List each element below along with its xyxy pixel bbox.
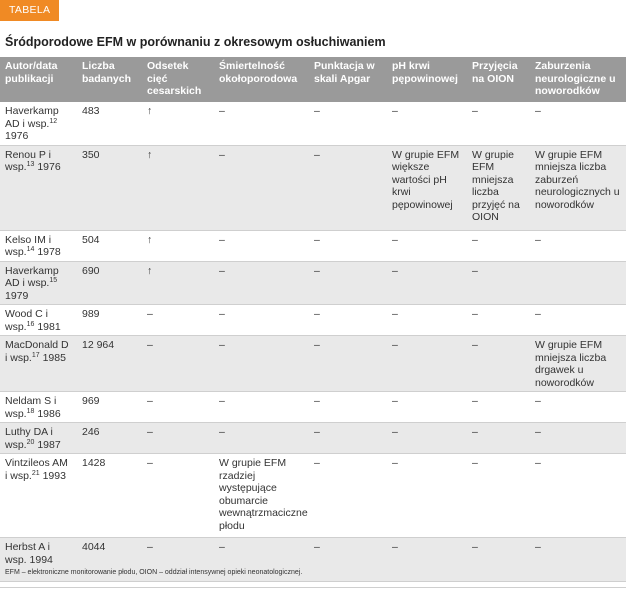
mortality-cell: – <box>214 145 309 230</box>
ph-cell: – <box>387 261 467 305</box>
author-name: Renou P i wsp. <box>5 148 51 173</box>
ph-cell: – <box>387 230 467 261</box>
mortality-cell: – <box>214 230 309 261</box>
publication-year: 1981 <box>37 320 61 333</box>
mortality-cell: – <box>214 336 309 392</box>
count-cell: 989 <box>77 305 142 336</box>
count-cell: 4044 <box>77 538 142 582</box>
count-cell: 12 964 <box>77 336 142 392</box>
author-cell <box>0 145 77 230</box>
reference-number: 14 <box>26 246 35 253</box>
header-count: Liczba badanych <box>77 57 142 102</box>
mortality-cell: – <box>214 423 309 454</box>
count-cell: 504 <box>77 230 142 261</box>
author-name: Vintzileos AM i wsp. <box>5 457 68 482</box>
publication-year: 1976 <box>37 161 61 173</box>
neuro-cell: W grupie EFM mniejsza liczba drgawek u noworodków <box>530 336 626 392</box>
nicu-cell: – <box>467 102 530 145</box>
author-cell <box>0 392 77 423</box>
mortality-cell: – <box>214 102 309 145</box>
author-name: Haverkamp AD i wsp. <box>5 105 59 130</box>
ph-cell: – <box>387 305 467 336</box>
count-cell: 483 <box>77 102 142 145</box>
author-name: MacDonald D i wsp. <box>5 339 69 364</box>
neuro-cell: – <box>530 305 626 336</box>
comparison-table <box>0 57 626 582</box>
cesarean-cell: – <box>142 538 214 582</box>
reference-number: 18 <box>26 407 35 415</box>
count-cell: 969 <box>77 392 142 423</box>
table-row <box>0 230 626 261</box>
neuro-cell: – <box>530 392 626 423</box>
author-cell <box>0 102 77 145</box>
header-mortality: Śmiertelność okołoporodowa <box>214 57 309 102</box>
cesarean-cell: – <box>142 392 214 423</box>
ph-cell: – <box>387 454 467 538</box>
table-footnote: EFM – elektroniczne monitorowanie płodu, OION – oddział intensywnej opieki neonatologicznej. <box>5 569 303 576</box>
publication-year: 1987 <box>37 438 61 451</box>
nicu-cell: – <box>467 305 530 336</box>
mortality-cell: – <box>214 392 309 423</box>
apgar-cell: – <box>309 230 387 261</box>
table-title: Śródporodowe EFM w porównaniu z okresowym osłuchiwaniem <box>5 35 386 49</box>
footer-divider <box>0 587 626 588</box>
publication-year: 1994 <box>29 553 53 566</box>
mortality-cell: – <box>214 538 309 582</box>
apgar-cell: – <box>309 423 387 454</box>
nicu-cell: W grupie EFM mniejsza liczba przyjęć na OION <box>467 145 530 230</box>
apgar-cell: – <box>309 102 387 145</box>
cesarean-cell: ↑ <box>142 261 214 305</box>
table-row <box>0 454 626 538</box>
author-cell <box>0 305 77 336</box>
neuro-cell: – <box>530 230 626 261</box>
author-cell <box>0 454 77 538</box>
table-row <box>0 305 626 336</box>
reference-number: 15 <box>49 277 58 284</box>
apgar-cell: – <box>309 336 387 392</box>
ph-cell: W grupie EFM większe wartości pH krwi pępowinowej <box>387 145 467 230</box>
count-cell: 690 <box>77 261 142 305</box>
reference-number: 12 <box>49 117 58 125</box>
apgar-cell: – <box>309 145 387 230</box>
reference-number: 17 <box>31 351 40 359</box>
author-cell <box>0 230 77 261</box>
neuro-cell <box>530 261 626 305</box>
reference-number: 21 <box>31 469 40 477</box>
cesarean-cell: ↑ <box>142 102 214 145</box>
header-author: Autor/data publikacji <box>0 57 77 102</box>
count-cell: 246 <box>77 423 142 454</box>
header-neuro: Zaburzenia neurologiczne u noworodków <box>530 57 626 102</box>
ph-cell: – <box>387 336 467 392</box>
neuro-cell: – <box>530 538 626 582</box>
nicu-cell: – <box>467 454 530 538</box>
author-name: Haverkamp AD i wsp. <box>5 264 59 289</box>
header-cesarean: Odsetek cięć cesarskich <box>142 57 214 102</box>
apgar-cell: – <box>309 538 387 582</box>
mortality-cell: – <box>214 261 309 305</box>
table-header-row <box>0 57 626 102</box>
neuro-cell: – <box>530 102 626 145</box>
neuro-cell: – <box>530 454 626 538</box>
table-row <box>0 261 626 305</box>
ph-cell: – <box>387 102 467 145</box>
cesarean-cell: – <box>142 454 214 538</box>
author-name: Kelso IM i wsp. <box>5 233 52 258</box>
author-name: Wood C i wsp. <box>5 308 48 333</box>
table-row <box>0 336 626 392</box>
publication-year: 1993 <box>42 469 66 482</box>
publication-year: 1976 <box>5 130 29 142</box>
author-name: Neldam S i wsp. <box>5 395 57 420</box>
nicu-cell: – <box>467 336 530 392</box>
nicu-cell: – <box>467 392 530 423</box>
cesarean-cell: – <box>142 305 214 336</box>
cesarean-cell: ↑ <box>142 145 214 230</box>
nicu-cell: – <box>467 423 530 454</box>
header-nicu: Przyjęcia na OION <box>467 57 530 102</box>
cesarean-cell: ↑ <box>142 230 214 261</box>
mortality-cell: W grupie EFM rzadziej występujące obumarcie wewnątrzmaciczne płodu <box>214 454 309 538</box>
author-name: Herbst A i wsp. <box>5 541 50 566</box>
publication-year: 1979 <box>5 289 29 302</box>
author-cell <box>0 336 77 392</box>
header-ph: pH krwi pępowinowej <box>387 57 467 102</box>
author-cell <box>0 423 77 454</box>
cesarean-cell: – <box>142 336 214 392</box>
table-row <box>0 102 626 145</box>
ph-cell: – <box>387 392 467 423</box>
count-cell: 350 <box>77 145 142 230</box>
table-row <box>0 423 626 454</box>
reference-number: 20 <box>26 438 35 446</box>
table-tag: TABELA <box>0 0 59 21</box>
author-cell <box>0 261 77 305</box>
apgar-cell: – <box>309 261 387 305</box>
publication-year: 1978 <box>37 246 61 258</box>
table-row <box>0 145 626 230</box>
publication-year: 1986 <box>37 407 61 420</box>
neuro-cell: W grupie EFM mniejsza liczba zaburzeń neurologicznych u noworodków <box>530 145 626 230</box>
ph-cell: – <box>387 423 467 454</box>
nicu-cell: – <box>467 230 530 261</box>
apgar-cell: – <box>309 305 387 336</box>
reference-number: 16 <box>26 320 35 328</box>
count-cell: 1428 <box>77 454 142 538</box>
ph-cell: – <box>387 538 467 582</box>
nicu-cell: – <box>467 261 530 305</box>
publication-year: 1985 <box>42 351 66 364</box>
table-row <box>0 392 626 423</box>
nicu-cell: – <box>467 538 530 582</box>
reference-number: 13 <box>26 161 35 168</box>
header-apgar: Punktacja w skali Apgar <box>309 57 387 102</box>
neuro-cell: – <box>530 423 626 454</box>
cesarean-cell: – <box>142 423 214 454</box>
author-name: Luthy DA i wsp. <box>5 426 53 451</box>
apgar-cell: – <box>309 454 387 538</box>
apgar-cell: – <box>309 392 387 423</box>
mortality-cell: – <box>214 305 309 336</box>
